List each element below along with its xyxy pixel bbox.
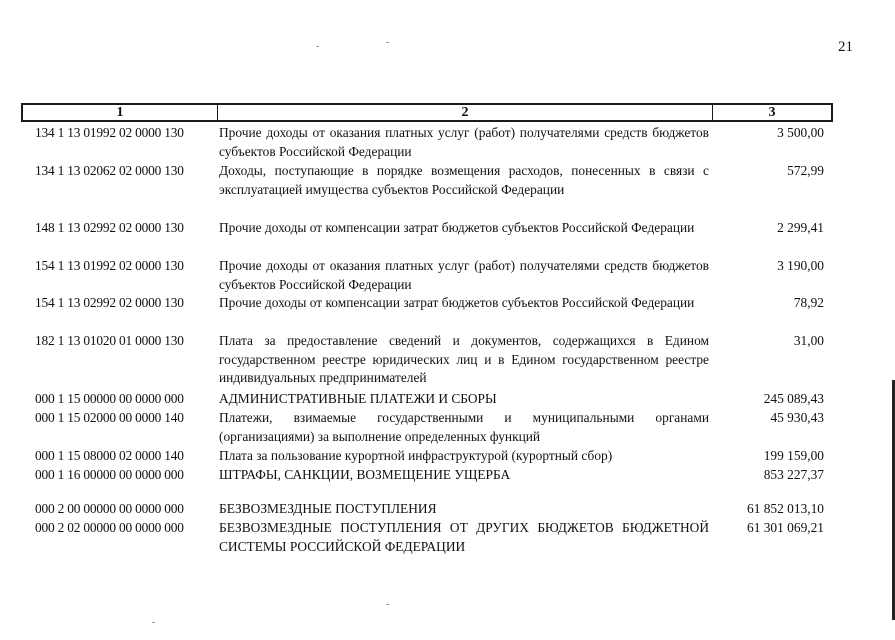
row-code: 000 1 15 02000 00 0000 140 [35, 410, 184, 425]
row-code: 134 1 13 02062 02 0000 130 [35, 163, 184, 178]
row-code: 134 1 13 01992 02 0000 130 [35, 125, 184, 140]
row-amount: 572,99 [787, 163, 824, 178]
scan-speck [152, 622, 155, 623]
row-amount: 61 301 069,21 [747, 520, 824, 535]
row-amount: 245 089,43 [763, 391, 824, 406]
row-code: 000 1 16 00000 00 0000 000 [35, 467, 184, 482]
row-amount: 3 190,00 [777, 258, 824, 273]
row-code: 182 1 13 01020 01 0000 130 [35, 333, 184, 348]
row-description: АДМИНИСТРАТИВНЫЕ ПЛАТЕЖИ И СБОРЫ [219, 391, 497, 406]
header-col-amount: 3 [768, 105, 776, 120]
row-amount: 31,00 [793, 333, 824, 348]
row-description: БЕЗВОЗМЕЗДНЫЕ ПОСТУПЛЕНИЯ [219, 501, 437, 516]
row-description: Прочие доходы от компенсации затрат бюджетов субъектов Российской Федерации [219, 220, 695, 235]
row-description: Прочие доходы от оказания платных услуг (работ) получателями средств бюджетов субъектов Российской Федерации [219, 258, 709, 292]
row-amount: 2 299,41 [777, 220, 824, 235]
row-description: ШТРАФЫ, САНКЦИИ, ВОЗМЕЩЕНИЕ УЩЕРБА [219, 467, 511, 482]
header-col-code: 1 [23, 105, 218, 120]
row-description: Прочие доходы от компенсации затрат бюджетов субъектов Российской Федерации [219, 295, 695, 310]
row-code: 154 1 13 01992 02 0000 130 [35, 258, 184, 273]
scan-speck [386, 604, 389, 605]
table-header [21, 103, 833, 122]
row-code: 000 1 15 00000 00 0000 000 [35, 391, 184, 406]
row-description: Прочие доходы от оказания платных услуг (работ) получателями средств бюджетов субъектов Российской Федерации [219, 125, 709, 159]
header-col-description: 2 [218, 105, 713, 120]
row-code: 000 1 15 08000 02 0000 140 [35, 448, 184, 463]
row-description: Плата за предоставление сведений и документов, содержащихся в Едином государственном реестре юридических лиц и в Едином государственном реестре индивидуальных предпринимателей [219, 333, 709, 385]
row-code: 000 2 00 00000 00 0000 000 [35, 501, 184, 516]
row-description: Доходы, поступающие в порядке возмещения расходов, понесенных в связи с эксплуатацией имущества субъектов Российской Федерации [219, 163, 709, 197]
row-amount: 853 227,37 [763, 467, 824, 482]
row-amount: 199 159,00 [763, 448, 824, 463]
page-number: 21 [838, 39, 853, 55]
row-amount: 78,92 [793, 295, 824, 310]
row-code: 154 1 13 02992 02 0000 130 [35, 295, 184, 310]
row-description: Платежи, взимаемые государственными и муниципальными органами (организациями) за выполнение определенных функций [219, 410, 709, 444]
row-amount: 3 500,00 [777, 125, 824, 140]
row-code: 000 2 02 00000 00 0000 000 [35, 520, 184, 535]
row-description: Плата за пользование курортной инфраструктурой (курортный сбор) [219, 448, 613, 463]
scan-speck [316, 46, 319, 47]
row-amount: 61 852 013,10 [747, 501, 824, 516]
row-amount: 45 930,43 [770, 410, 824, 425]
scan-speck [386, 42, 389, 43]
row-description: БЕЗВОЗМЕЗДНЫЕ ПОСТУПЛЕНИЯ ОТ ДРУГИХ БЮДЖЕТОВ БЮДЖЕТНОЙ СИСТЕМЫ РОССИЙСКОЙ ФЕДЕРАЦИИ [219, 520, 709, 554]
row-code: 148 1 13 02992 02 0000 130 [35, 220, 184, 235]
